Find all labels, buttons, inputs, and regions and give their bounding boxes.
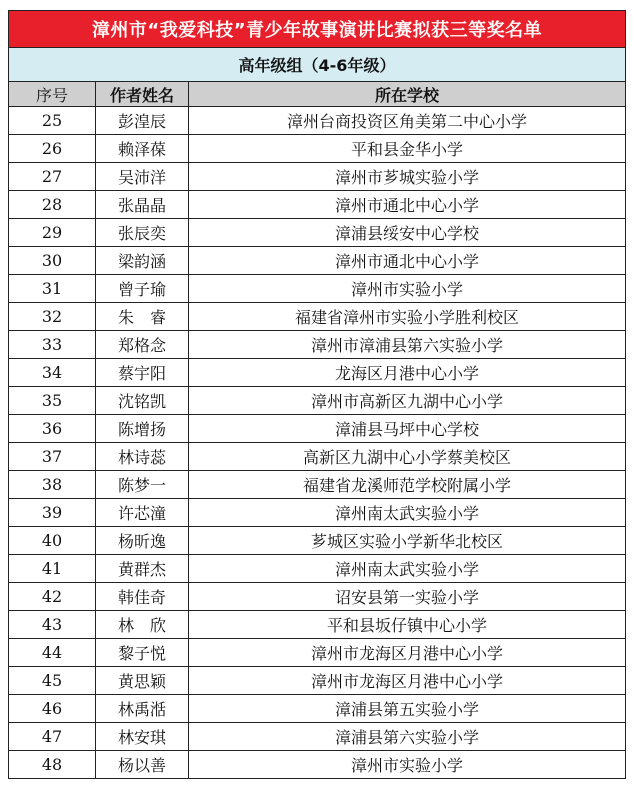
cell-no: 32: [9, 303, 96, 331]
award-table: [8, 10, 626, 779]
cell-school: 漳州市实验小学: [189, 275, 626, 303]
cell-school: 福建省龙溪师范学校附属小学: [189, 471, 626, 499]
cell-no: 44: [9, 639, 96, 667]
table-row: [9, 107, 626, 135]
cell-school: 平和县坂仔镇中心小学: [189, 611, 626, 639]
group-heading: 高年级组（4-6年级）: [9, 48, 626, 82]
table-row: [9, 387, 626, 415]
cell-name: 赖泽葆: [96, 135, 189, 163]
cell-name: 黄群杰: [96, 555, 189, 583]
cell-no: 40: [9, 527, 96, 555]
cell-no: 39: [9, 499, 96, 527]
table-row: [9, 695, 626, 723]
table-row: [9, 163, 626, 191]
cell-no: 45: [9, 667, 96, 695]
cell-no: 28: [9, 191, 96, 219]
cell-school: 漳州市高新区九湖中心小学: [189, 387, 626, 415]
header-school: 所在学校: [189, 82, 626, 107]
cell-no: 42: [9, 583, 96, 611]
cell-school: 漳州市通北中心小学: [189, 247, 626, 275]
cell-name: 张晶晶: [96, 191, 189, 219]
header-row: [9, 82, 626, 107]
table-row: [9, 135, 626, 163]
cell-name: 林安琪: [96, 723, 189, 751]
table-row: [9, 639, 626, 667]
cell-no: 43: [9, 611, 96, 639]
table-row: [9, 219, 626, 247]
cell-no: 35: [9, 387, 96, 415]
cell-name: 林禹湉: [96, 695, 189, 723]
table-row: [9, 331, 626, 359]
header-no: 序号: [9, 82, 96, 107]
cell-no: 47: [9, 723, 96, 751]
table-row: [9, 751, 626, 779]
table-row: [9, 443, 626, 471]
table-row: [9, 723, 626, 751]
cell-no: 31: [9, 275, 96, 303]
cell-school: 漳浦县马坪中心学校: [189, 415, 626, 443]
cell-no: 37: [9, 443, 96, 471]
cell-school: 福建省漳州市实验小学胜利校区: [189, 303, 626, 331]
cell-school: 高新区九湖中心小学蔡美校区: [189, 443, 626, 471]
table-row: [9, 415, 626, 443]
cell-name: 许芯潼: [96, 499, 189, 527]
cell-name: 张辰奕: [96, 219, 189, 247]
cell-no: 46: [9, 695, 96, 723]
cell-name: 梁韵涵: [96, 247, 189, 275]
cell-school: 漳州市通北中心小学: [189, 191, 626, 219]
cell-name: 陈梦一: [96, 471, 189, 499]
header-name: 作者姓名: [96, 82, 189, 107]
cell-name: 郑格念: [96, 331, 189, 359]
cell-no: 26: [9, 135, 96, 163]
cell-name: 林诗蕊: [96, 443, 189, 471]
cell-school: 漳州市漳浦县第六实验小学: [189, 331, 626, 359]
table-row: [9, 471, 626, 499]
table-row: [9, 527, 626, 555]
sheet-title: 漳州市“我爱科技”青少年故事演讲比赛拟获三等奖名单: [9, 11, 626, 48]
cell-name: 陈增扬: [96, 415, 189, 443]
cell-no: 48: [9, 751, 96, 779]
cell-name: 杨昕逸: [96, 527, 189, 555]
cell-name: 林 欣: [96, 611, 189, 639]
award-list-sheet: [8, 10, 625, 779]
cell-school: 漳州南太武实验小学: [189, 555, 626, 583]
cell-name: 杨以善: [96, 751, 189, 779]
table-row: [9, 611, 626, 639]
cell-school: 平和县金华小学: [189, 135, 626, 163]
cell-name: 黎子悦: [96, 639, 189, 667]
cell-no: 41: [9, 555, 96, 583]
cell-name: 彭湟辰: [96, 107, 189, 135]
cell-no: 25: [9, 107, 96, 135]
cell-no: 30: [9, 247, 96, 275]
cell-school: 诏安县第一实验小学: [189, 583, 626, 611]
cell-school: 漳浦县绥安中心学校: [189, 219, 626, 247]
table-row: [9, 275, 626, 303]
cell-school: 芗城区实验小学新华北校区: [189, 527, 626, 555]
table-row: [9, 667, 626, 695]
cell-school: 漳浦县第六实验小学: [189, 723, 626, 751]
cell-school: 漳州市龙海区月港中心小学: [189, 639, 626, 667]
cell-school: 漳州台商投资区角美第二中心小学: [189, 107, 626, 135]
cell-name: 蔡宇阳: [96, 359, 189, 387]
cell-school: 漳浦县第五实验小学: [189, 695, 626, 723]
cell-school: 漳州市实验小学: [189, 751, 626, 779]
table-row: [9, 359, 626, 387]
cell-no: 29: [9, 219, 96, 247]
cell-school: 漳州市龙海区月港中心小学: [189, 667, 626, 695]
cell-school: 漳州南太武实验小学: [189, 499, 626, 527]
cell-name: 吴沛洋: [96, 163, 189, 191]
cell-name: 黄思颖: [96, 667, 189, 695]
cell-name: 朱 睿: [96, 303, 189, 331]
cell-school: 漳州市芗城实验小学: [189, 163, 626, 191]
cell-no: 27: [9, 163, 96, 191]
table-row: [9, 555, 626, 583]
table-row: [9, 303, 626, 331]
cell-name: 韩佳奇: [96, 583, 189, 611]
cell-no: 34: [9, 359, 96, 387]
table-row: [9, 499, 626, 527]
cell-name: 沈铭凯: [96, 387, 189, 415]
cell-no: 33: [9, 331, 96, 359]
cell-school: 龙海区月港中心小学: [189, 359, 626, 387]
cell-name: 曾子瑜: [96, 275, 189, 303]
table-row: [9, 583, 626, 611]
table-row: [9, 191, 626, 219]
table-row: [9, 247, 626, 275]
cell-no: 38: [9, 471, 96, 499]
cell-no: 36: [9, 415, 96, 443]
